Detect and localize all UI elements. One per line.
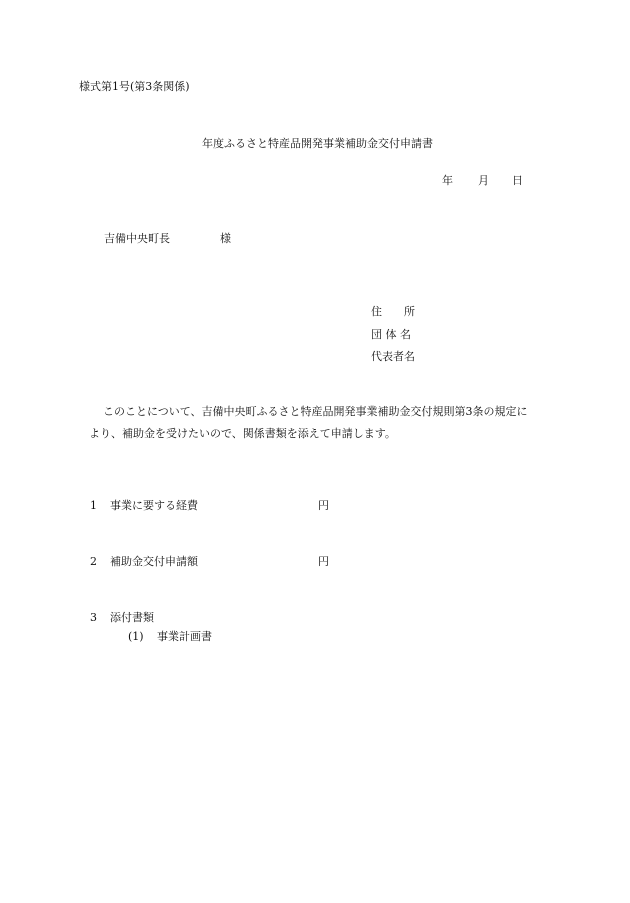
attachment-number: (1) <box>128 630 144 643</box>
address-label: 住 所 <box>371 305 415 318</box>
item-unit: 円 <box>318 499 329 512</box>
date-year: 年 <box>442 174 453 187</box>
form-number: 様式第1号(第3条関係) <box>79 80 190 93</box>
item-label: 補助金交付申請額 <box>110 555 198 568</box>
attachment-label: 事業計画書 <box>157 630 212 643</box>
date-month: 月 <box>478 174 489 187</box>
document-title: 年度ふるさと特産品開発事業補助金交付申請書 <box>202 137 433 150</box>
item-label: 事業に要する経費 <box>110 499 198 512</box>
body-line-1: このことについて、吉備中央町ふるさと特産品開発事業補助金交付規則第3条の規定に <box>103 405 528 418</box>
item-number: 2 <box>90 555 97 568</box>
addressee-honorific: 様 <box>220 232 231 245</box>
item-number: 3 <box>90 611 97 624</box>
item-unit: 円 <box>318 555 329 568</box>
representative-label: 代表者名 <box>371 350 415 363</box>
group-name-label: 団 体 名 <box>371 328 411 341</box>
item-number: 1 <box>90 499 97 512</box>
item-label: 添付書類 <box>110 611 154 624</box>
addressee-name: 吉備中央町長 <box>104 232 170 245</box>
date-day: 日 <box>512 174 523 187</box>
body-line-2: より、補助金を受けたいので、関係書類を添えて申請します。 <box>89 427 396 440</box>
